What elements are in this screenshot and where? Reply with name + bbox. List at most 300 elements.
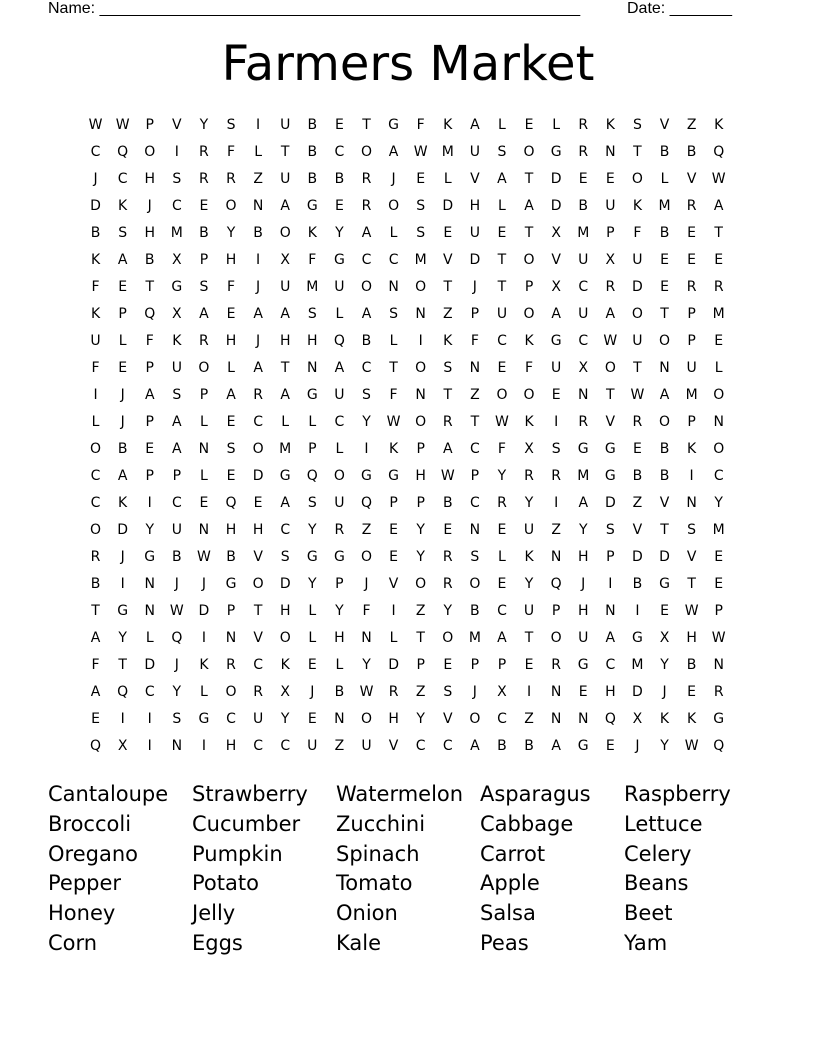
grid-letter: A <box>144 387 155 403</box>
grid-letter: E <box>714 333 724 349</box>
grid-letter: O <box>90 522 102 538</box>
grid-letter: C <box>497 711 507 727</box>
grid-letter: A <box>713 198 724 214</box>
grid-letter: Y <box>497 468 507 484</box>
grid-letter: H <box>577 549 589 565</box>
grid-letter: Q <box>713 738 725 754</box>
grid-letter: P <box>226 603 236 619</box>
grid-letter: U <box>280 117 291 133</box>
grid-letter: B <box>361 333 372 349</box>
grid-letter: Z <box>361 522 372 538</box>
grid-letter: R <box>578 144 589 160</box>
grid-letter: O <box>550 630 562 646</box>
grid-letter: R <box>388 684 399 700</box>
grid-letter: K <box>687 441 697 457</box>
grid-letter: O <box>631 306 643 322</box>
grid-letter: W <box>495 414 509 430</box>
grid-letter: T <box>280 144 290 160</box>
grid-letter: E <box>307 657 317 673</box>
grid-letter: E <box>253 495 263 511</box>
grid-letter: Y <box>308 576 317 592</box>
grid-letter: P <box>145 360 154 376</box>
grid-letter: C <box>497 603 507 619</box>
grid-letter: Y <box>118 630 127 646</box>
grid-letter: R <box>442 576 453 592</box>
grid-letter: J <box>201 576 206 592</box>
grid-letter: U <box>280 279 291 295</box>
grid-letter: O <box>225 198 237 214</box>
grid-letter: I <box>256 117 261 133</box>
grid-letter: Y <box>416 711 425 727</box>
grid-letter: A <box>551 306 561 322</box>
grid-letter: L <box>498 549 506 565</box>
word-list-item: Tomato <box>336 871 413 896</box>
grid-letter: G <box>577 657 589 673</box>
grid-letter: I <box>554 495 559 511</box>
grid-letter: M <box>414 252 427 268</box>
grid-letter: N <box>713 657 724 673</box>
grid-letter: U <box>334 279 345 295</box>
word-list-item: Salsa <box>480 901 536 926</box>
grid-letter: R <box>497 495 507 511</box>
grid-letter: P <box>416 657 425 673</box>
grid-letter: A <box>199 306 209 322</box>
grid-letter: U <box>90 333 101 349</box>
grid-letter: P <box>416 495 425 511</box>
word-list-item: Beet <box>624 901 673 926</box>
grid-letter: U <box>523 522 535 538</box>
grid-letter: N <box>361 630 372 646</box>
grid-letter: T <box>416 630 425 646</box>
grid-letter: T <box>524 630 534 646</box>
grid-letter: E <box>687 252 697 268</box>
grid-letter: Z <box>470 387 480 403</box>
grid-letter: K <box>659 711 670 727</box>
grid-letter: S <box>280 549 290 565</box>
grid-row <box>82 355 732 382</box>
grid-letter: B <box>632 468 643 484</box>
grid-letter: B <box>90 225 101 241</box>
grid-letter: R <box>442 414 453 430</box>
grid-letter: S <box>497 144 507 160</box>
word-list-item: Cucumber <box>192 811 301 836</box>
grid-letter: F <box>525 360 534 376</box>
word-list-item: Corn <box>48 930 98 955</box>
grid-letter: K <box>90 306 101 322</box>
grid-letter: C <box>334 144 345 160</box>
grid-letter: B <box>659 144 670 160</box>
grid-letter: U <box>551 360 562 376</box>
word-list-item: Cantaloupe <box>48 782 169 806</box>
grid-letter: N <box>577 711 589 727</box>
grid-letter: P <box>524 279 534 295</box>
grid-letter: O <box>469 576 481 592</box>
grid-letter: J <box>147 198 152 214</box>
grid-letter: M <box>577 225 590 241</box>
grid-letter: R <box>551 657 561 673</box>
grid-letter: C <box>280 738 291 754</box>
grid-letter: L <box>443 171 452 187</box>
grid-letter: M <box>279 441 292 457</box>
grid-letter: T <box>389 360 398 376</box>
grid-letter: P <box>172 468 182 484</box>
grid-letter: L <box>308 603 317 619</box>
grid-letter: E <box>714 576 724 592</box>
grid-letter: X <box>551 279 561 295</box>
grid-letter: P <box>606 549 615 565</box>
grid-letter: A <box>470 738 480 754</box>
grid-letter: H <box>144 171 155 187</box>
grid-letter: E <box>91 711 100 727</box>
grid-letter: H <box>686 630 697 646</box>
grid-letter: B <box>334 684 345 700</box>
grid-letter: F <box>91 657 100 673</box>
grid-letter: Z <box>334 738 345 754</box>
grid-letter: L <box>335 657 344 673</box>
grid-letter: D <box>659 549 670 565</box>
grid-letter: Y <box>578 522 588 538</box>
grid-letter: X <box>172 306 182 322</box>
grid-letter: E <box>389 522 398 538</box>
grid-letter: G <box>550 144 562 160</box>
grid-letter: R <box>334 522 345 538</box>
grid-letter: A <box>226 387 236 403</box>
grid-letter: P <box>714 603 723 619</box>
grid-letter: D <box>117 522 129 538</box>
grid-letter: F <box>91 360 100 376</box>
grid-letter: E <box>497 576 507 592</box>
grid-letter: B <box>659 225 670 241</box>
grid-letter: J <box>120 549 125 565</box>
grid-letter: D <box>632 279 643 295</box>
word-list-item: Cabbage <box>480 811 574 836</box>
grid-letter: C <box>253 657 263 673</box>
grid-letter: I <box>418 333 423 349</box>
grid-letter: A <box>253 360 263 376</box>
grid-letter: R <box>199 333 209 349</box>
grid-letter: W <box>386 414 401 430</box>
grid-row <box>82 193 732 220</box>
grid-letter: A <box>551 738 561 754</box>
grid-letter: S <box>605 522 615 538</box>
grid-letter: O <box>415 279 427 295</box>
grid-letter: E <box>632 441 642 457</box>
grid-letter: Y <box>524 495 534 511</box>
grid-letter: J <box>256 333 261 349</box>
grid-letter: R <box>226 657 236 673</box>
word-list-item: Honey <box>48 901 116 926</box>
grid-letter: R <box>199 144 209 160</box>
grid-letter: P <box>389 495 398 511</box>
grid-letter: L <box>389 333 398 349</box>
grid-letter: L <box>118 333 127 349</box>
grid-letter: P <box>118 306 127 322</box>
word-list-item: Apple <box>480 871 540 896</box>
grid-letter: Q <box>144 306 156 322</box>
grid-letter: N <box>605 603 616 619</box>
word-list-item: Carrot <box>480 841 546 866</box>
grid-letter: J <box>472 279 477 295</box>
grid-letter: Z <box>253 171 263 187</box>
grid-letter: R <box>605 279 616 295</box>
grid-letter: N <box>225 630 237 646</box>
grid-letter: D <box>442 198 454 214</box>
grid-letter: S <box>226 117 236 133</box>
grid-letter: E <box>605 738 615 754</box>
grid-letter: Y <box>362 657 371 673</box>
grid-letter: B <box>497 738 507 754</box>
grid-letter: P <box>308 441 317 457</box>
grid-letter: I <box>120 576 125 592</box>
grid-letter: F <box>226 144 236 160</box>
grid-letter: U <box>252 711 264 727</box>
grid-letter: I <box>364 441 369 457</box>
grid-letter: C <box>90 495 101 511</box>
grid-letter: Q <box>360 495 372 511</box>
grid-letter: N <box>334 711 345 727</box>
grid-letter: N <box>415 387 426 403</box>
grid-letter: U <box>632 333 643 349</box>
grid-letter: O <box>279 225 291 241</box>
grid-letter: Y <box>660 738 669 754</box>
grid-letter: X <box>280 252 290 268</box>
grid-letter: L <box>281 414 290 430</box>
grid-letter: P <box>470 657 480 673</box>
grid-letter: F <box>226 279 236 295</box>
word-list-item: Celery <box>624 841 692 866</box>
grid-letter: Y <box>172 684 182 700</box>
grid-letter: B <box>686 657 697 673</box>
grid-letter: G <box>225 576 237 592</box>
grid-letter: A <box>524 198 534 214</box>
grid-letter: J <box>256 279 261 295</box>
grid-letter: B <box>144 252 155 268</box>
grid-letter: E <box>578 171 588 187</box>
grid-letter: V <box>388 738 399 754</box>
grid-letter: V <box>442 252 453 268</box>
grid-letter: C <box>605 657 616 673</box>
word-list-item: Onion <box>336 901 398 926</box>
grid-letter: C <box>469 441 480 457</box>
grid-letter: P <box>551 603 561 619</box>
grid-letter: K <box>443 117 453 133</box>
grid-letter: T <box>118 657 127 673</box>
grid-letter: M <box>577 468 590 484</box>
grid-letter: V <box>470 171 480 187</box>
grid-letter: K <box>443 333 453 349</box>
grid-letter: T <box>253 603 263 619</box>
grid-letter: G <box>631 630 643 646</box>
grid-letter: C <box>253 414 263 430</box>
grid-letter: L <box>335 306 344 322</box>
grid-letter: H <box>334 630 345 646</box>
grid-letter: Y <box>443 603 453 619</box>
grid-letter: N <box>415 306 426 322</box>
grid-letter: E <box>578 684 588 700</box>
grid-letter: H <box>388 711 399 727</box>
grid-letter: F <box>470 333 479 349</box>
grid-letter: G <box>279 468 291 484</box>
grid-letter: D <box>388 657 399 673</box>
grid-letter: N <box>144 603 155 619</box>
grid-letter: U <box>307 738 318 754</box>
grid-letter: W <box>359 684 374 700</box>
grid-letter: I <box>93 387 98 403</box>
grid-letter: Q <box>713 144 725 160</box>
grid-letter: U <box>280 171 291 187</box>
grid-letter: L <box>200 468 208 484</box>
grid-letter: O <box>523 306 535 322</box>
grid-letter: M <box>712 306 725 322</box>
grid-letter: Z <box>551 522 561 538</box>
grid-letter: T <box>606 387 615 403</box>
grid-letter: W <box>197 549 211 565</box>
grid-letter: R <box>253 684 263 700</box>
grid-letter: N <box>713 414 724 430</box>
grid-letter: P <box>470 468 480 484</box>
grid-letter: R <box>361 198 372 214</box>
grid-letter: T <box>443 387 453 403</box>
grid-letter: L <box>660 171 669 187</box>
grid-letter: B <box>199 225 209 241</box>
grid-letter: O <box>360 144 372 160</box>
grid-letter: U <box>578 306 589 322</box>
grid-letter: O <box>659 414 671 430</box>
grid-letter: J <box>364 576 369 592</box>
grid-letter: K <box>524 333 534 349</box>
grid-letter: M <box>658 198 671 214</box>
grid-letter: W <box>684 603 699 619</box>
grid-letter: G <box>198 711 210 727</box>
grid-letter: R <box>253 387 263 403</box>
grid-letter: V <box>253 549 263 565</box>
grid-letter: C <box>253 738 263 754</box>
grid-letter: R <box>90 549 101 565</box>
grid-letter: L <box>498 117 506 133</box>
grid-letter: S <box>389 306 399 322</box>
grid-letter: S <box>687 522 697 538</box>
grid-letter: L <box>308 414 317 430</box>
grid-letter: O <box>415 360 427 376</box>
grid-letter: W <box>413 144 428 160</box>
grid-letter: I <box>147 495 152 511</box>
grid-letter: M <box>306 279 319 295</box>
grid-letter: O <box>713 441 725 457</box>
grid-letter: A <box>470 117 480 133</box>
grid-letter: B <box>226 549 236 565</box>
grid-letter: D <box>198 603 210 619</box>
grid-letter: U <box>632 252 643 268</box>
grid-letter: J <box>120 414 125 430</box>
grid-letter: E <box>687 684 697 700</box>
grid-letter: G <box>333 549 345 565</box>
grid-letter: I <box>526 684 532 700</box>
grid-letter: J <box>174 657 179 673</box>
grid-letter: O <box>144 144 156 160</box>
grid-letter: C <box>90 144 101 160</box>
grid-letter: E <box>145 441 155 457</box>
grid-letter: I <box>174 144 179 160</box>
grid-letter: T <box>633 144 642 160</box>
grid-letter: P <box>335 576 344 592</box>
grid-letter: A <box>497 630 507 646</box>
grid-letter: G <box>577 738 589 754</box>
grid-letter: N <box>307 360 318 376</box>
grid-letter: O <box>252 576 264 592</box>
grid-letter: R <box>551 468 561 484</box>
grid-letter: I <box>201 738 206 754</box>
grid-letter: S <box>632 117 642 133</box>
grid-row <box>82 571 732 598</box>
word-list-item: Jelly <box>192 901 236 926</box>
grid-letter: K <box>172 333 182 349</box>
grid-letter: E <box>389 549 398 565</box>
grid-letter: C <box>578 333 589 349</box>
grid-row <box>82 139 732 166</box>
grid-letter: U <box>578 252 589 268</box>
grid-letter: X <box>605 252 616 268</box>
grid-letter: E <box>443 657 453 673</box>
grid-letter: H <box>225 738 237 754</box>
grid-letter: V <box>605 414 616 430</box>
grid-letter: E <box>660 279 669 295</box>
grid-letter: D <box>550 198 562 214</box>
grid-letter: L <box>308 630 317 646</box>
grid-letter: J <box>174 576 179 592</box>
grid-letter: A <box>280 198 290 214</box>
grid-row <box>82 301 732 328</box>
grid-letter: Q <box>604 711 616 727</box>
grid-letter: N <box>198 441 210 457</box>
grid-letter: Y <box>416 522 425 538</box>
grid-row <box>82 679 732 706</box>
word-list-item: Pepper <box>48 871 122 896</box>
grid-letter: F <box>362 603 371 619</box>
grid-letter: A <box>578 495 589 511</box>
grid-letter: U <box>523 603 535 619</box>
grid-letter: C <box>334 414 345 430</box>
grid-letter: Y <box>145 522 155 538</box>
grid-letter: E <box>226 414 236 430</box>
grid-letter: R <box>686 198 697 214</box>
grid-letter: Z <box>524 711 534 727</box>
grid-letter: H <box>605 684 616 700</box>
grid-letter: B <box>172 549 182 565</box>
grid-letter: S <box>443 684 453 700</box>
grid-letter: L <box>200 414 208 430</box>
grid-letter: E <box>416 171 426 187</box>
grid-letter: A <box>280 495 290 511</box>
grid-letter: P <box>199 252 209 268</box>
grid-letter: O <box>360 549 372 565</box>
grid-letter: B <box>524 738 534 754</box>
grid-letter: J <box>391 171 396 187</box>
grid-letter: O <box>388 198 400 214</box>
grid-letter: P <box>470 306 480 322</box>
date-field-line: Date: _______ <box>627 0 732 17</box>
grid-letter: O <box>496 387 508 403</box>
grid-letter: A <box>361 225 372 241</box>
grid-letter: N <box>469 360 481 376</box>
grid-letter: J <box>120 387 125 403</box>
grid-letter: B <box>659 441 670 457</box>
grid-letter: J <box>662 684 667 700</box>
grid-letter: N <box>577 387 589 403</box>
grid-letter: R <box>524 468 534 484</box>
grid-letter: R <box>578 414 589 430</box>
grid-letter: J <box>635 738 640 754</box>
grid-letter: G <box>333 252 345 268</box>
